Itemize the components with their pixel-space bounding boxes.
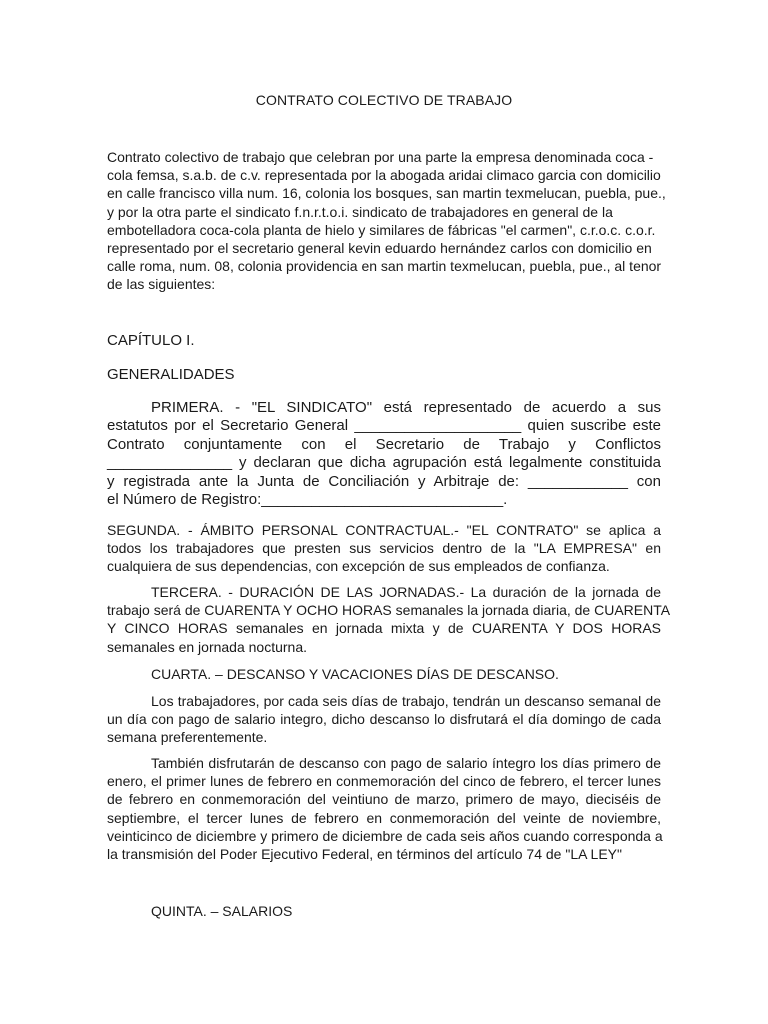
clause-line: semana preferentemente. — [107, 729, 268, 746]
intro-line: cola femsa, s.a.b. de c.v. representada por la abogada aridai climaco garcia con domicilio — [107, 167, 661, 184]
clause-line: Y CINCO HORAS semanales en jornada mixta y de CUARENTA Y DOS HORAS — [107, 620, 661, 637]
clause-line: enero, el primer lunes de febrero en conmemoración del cinco de febrero, el tercer lunes — [107, 773, 661, 790]
clause-line: SEGUNDA. - ÁMBITO PERSONAL CONTRACTUAL.- "EL CONTRATO" se aplica a — [107, 522, 661, 538]
clause-line: el Número de Registro:_____________________________. — [107, 491, 508, 509]
clause-primera — [107, 399, 661, 509]
intro-line: calle roma, num. 08, colonia providencia en san martin texmelucan, puebla, pue., al tenor — [107, 258, 662, 275]
clause-line: Contrato conjuntamente con el Secretario de Trabajo y Conflictos — [107, 435, 661, 453]
clause-line: PRIMERA. - "EL SINDICATO" está representado de acuerdo a sus — [151, 399, 661, 416]
clause-line: de febrero en conmemoración del veintiuno de marzo, primero de mayo, dieciséis de — [107, 791, 661, 808]
clause-line: todos los trabajadores que presten sus servicios dentro de la "LA EMPRESA" en — [107, 540, 661, 557]
clause-line: estatutos por el Secretario General ____________________ quien suscribe este — [107, 417, 661, 435]
section-heading: GENERALIDADES — [107, 366, 235, 383]
clause-line: la transmisión del Poder Ejecutivo Federal, en términos del artículo 74 de "LA LEY" — [107, 846, 622, 863]
clause-line: septiembre, el tercer lunes de febrero en conmemoración del veinte de noviembre, — [107, 809, 661, 826]
paragraph-trabajadores — [107, 692, 661, 747]
clause-segunda — [107, 521, 661, 576]
clause-line: un día con pago de salario integro, dicho descanso lo disfrutará el día domingo de cada — [107, 711, 661, 728]
clause-line: cualquiera de sus dependencias, con excepción de sus empleados de confianza. — [107, 558, 610, 575]
intro-line: de las siguientes: — [107, 276, 216, 293]
intro-line: Contrato colectivo de trabajo que celebran por una parte la empresa denominada coca - — [107, 149, 654, 165]
clause-line: Los trabajadores, por cada seis días de trabajo, tendrán un descanso semanal de — [151, 693, 661, 709]
intro-paragraph — [107, 148, 667, 294]
intro-line: y por la otra parte el sindicato f.n.r.t.o.i. sindicato de trabajadores en general de la — [107, 203, 613, 220]
clause-line: y registrada ante la Junta de Conciliación y Arbitraje de: ____________ con — [107, 472, 661, 490]
clause-quinta-heading — [107, 902, 661, 920]
clause-line: veinticinco de diciembre y primero de diciembre de cada seis años cuando corresponda a — [107, 827, 663, 844]
clause-cuarta-heading — [107, 665, 661, 683]
clause-line: _______________ y declaran que dicha agrupación está legalmente constituida — [107, 454, 661, 472]
clause-line: CUARTA. – DESCANSO Y VACACIONES DÍAS DE DESCANSO. — [151, 666, 559, 682]
clause-line: También disfrutarán de descanso con pago de salario íntegro los días primero de — [151, 755, 661, 771]
clause-line: QUINTA. – SALARIOS — [151, 903, 293, 919]
intro-line: embotelladora coca-cola planta de hielo y similares de fábricas "el carmen", c.r.o.c. c.o.r. — [107, 221, 656, 238]
document-title: CONTRATO COLECTIVO DE TRABAJO — [255, 92, 513, 108]
clause-tercera — [107, 583, 671, 656]
intro-line: representado por el secretario general kevin eduardo hernández carlos con domicilio en — [107, 240, 652, 257]
intro-line: en calle francisco villa num. 16, colonia los bosques, san martin texmelucan, puebla, pue., — [107, 185, 666, 202]
clause-line: TERCERA. - DURACIÓN DE LAS JORNADAS.- La duración de la jornada de — [151, 584, 661, 600]
paragraph-tambien — [107, 754, 661, 863]
clause-line: trabajo será de CUARENTA Y OCHO HORAS semanales la jornada diaria, de CUARENTA — [107, 602, 671, 619]
clause-line: semanales en jornada nocturna. — [107, 638, 308, 655]
chapter-heading: CAPÍTULO I. — [107, 332, 195, 349]
